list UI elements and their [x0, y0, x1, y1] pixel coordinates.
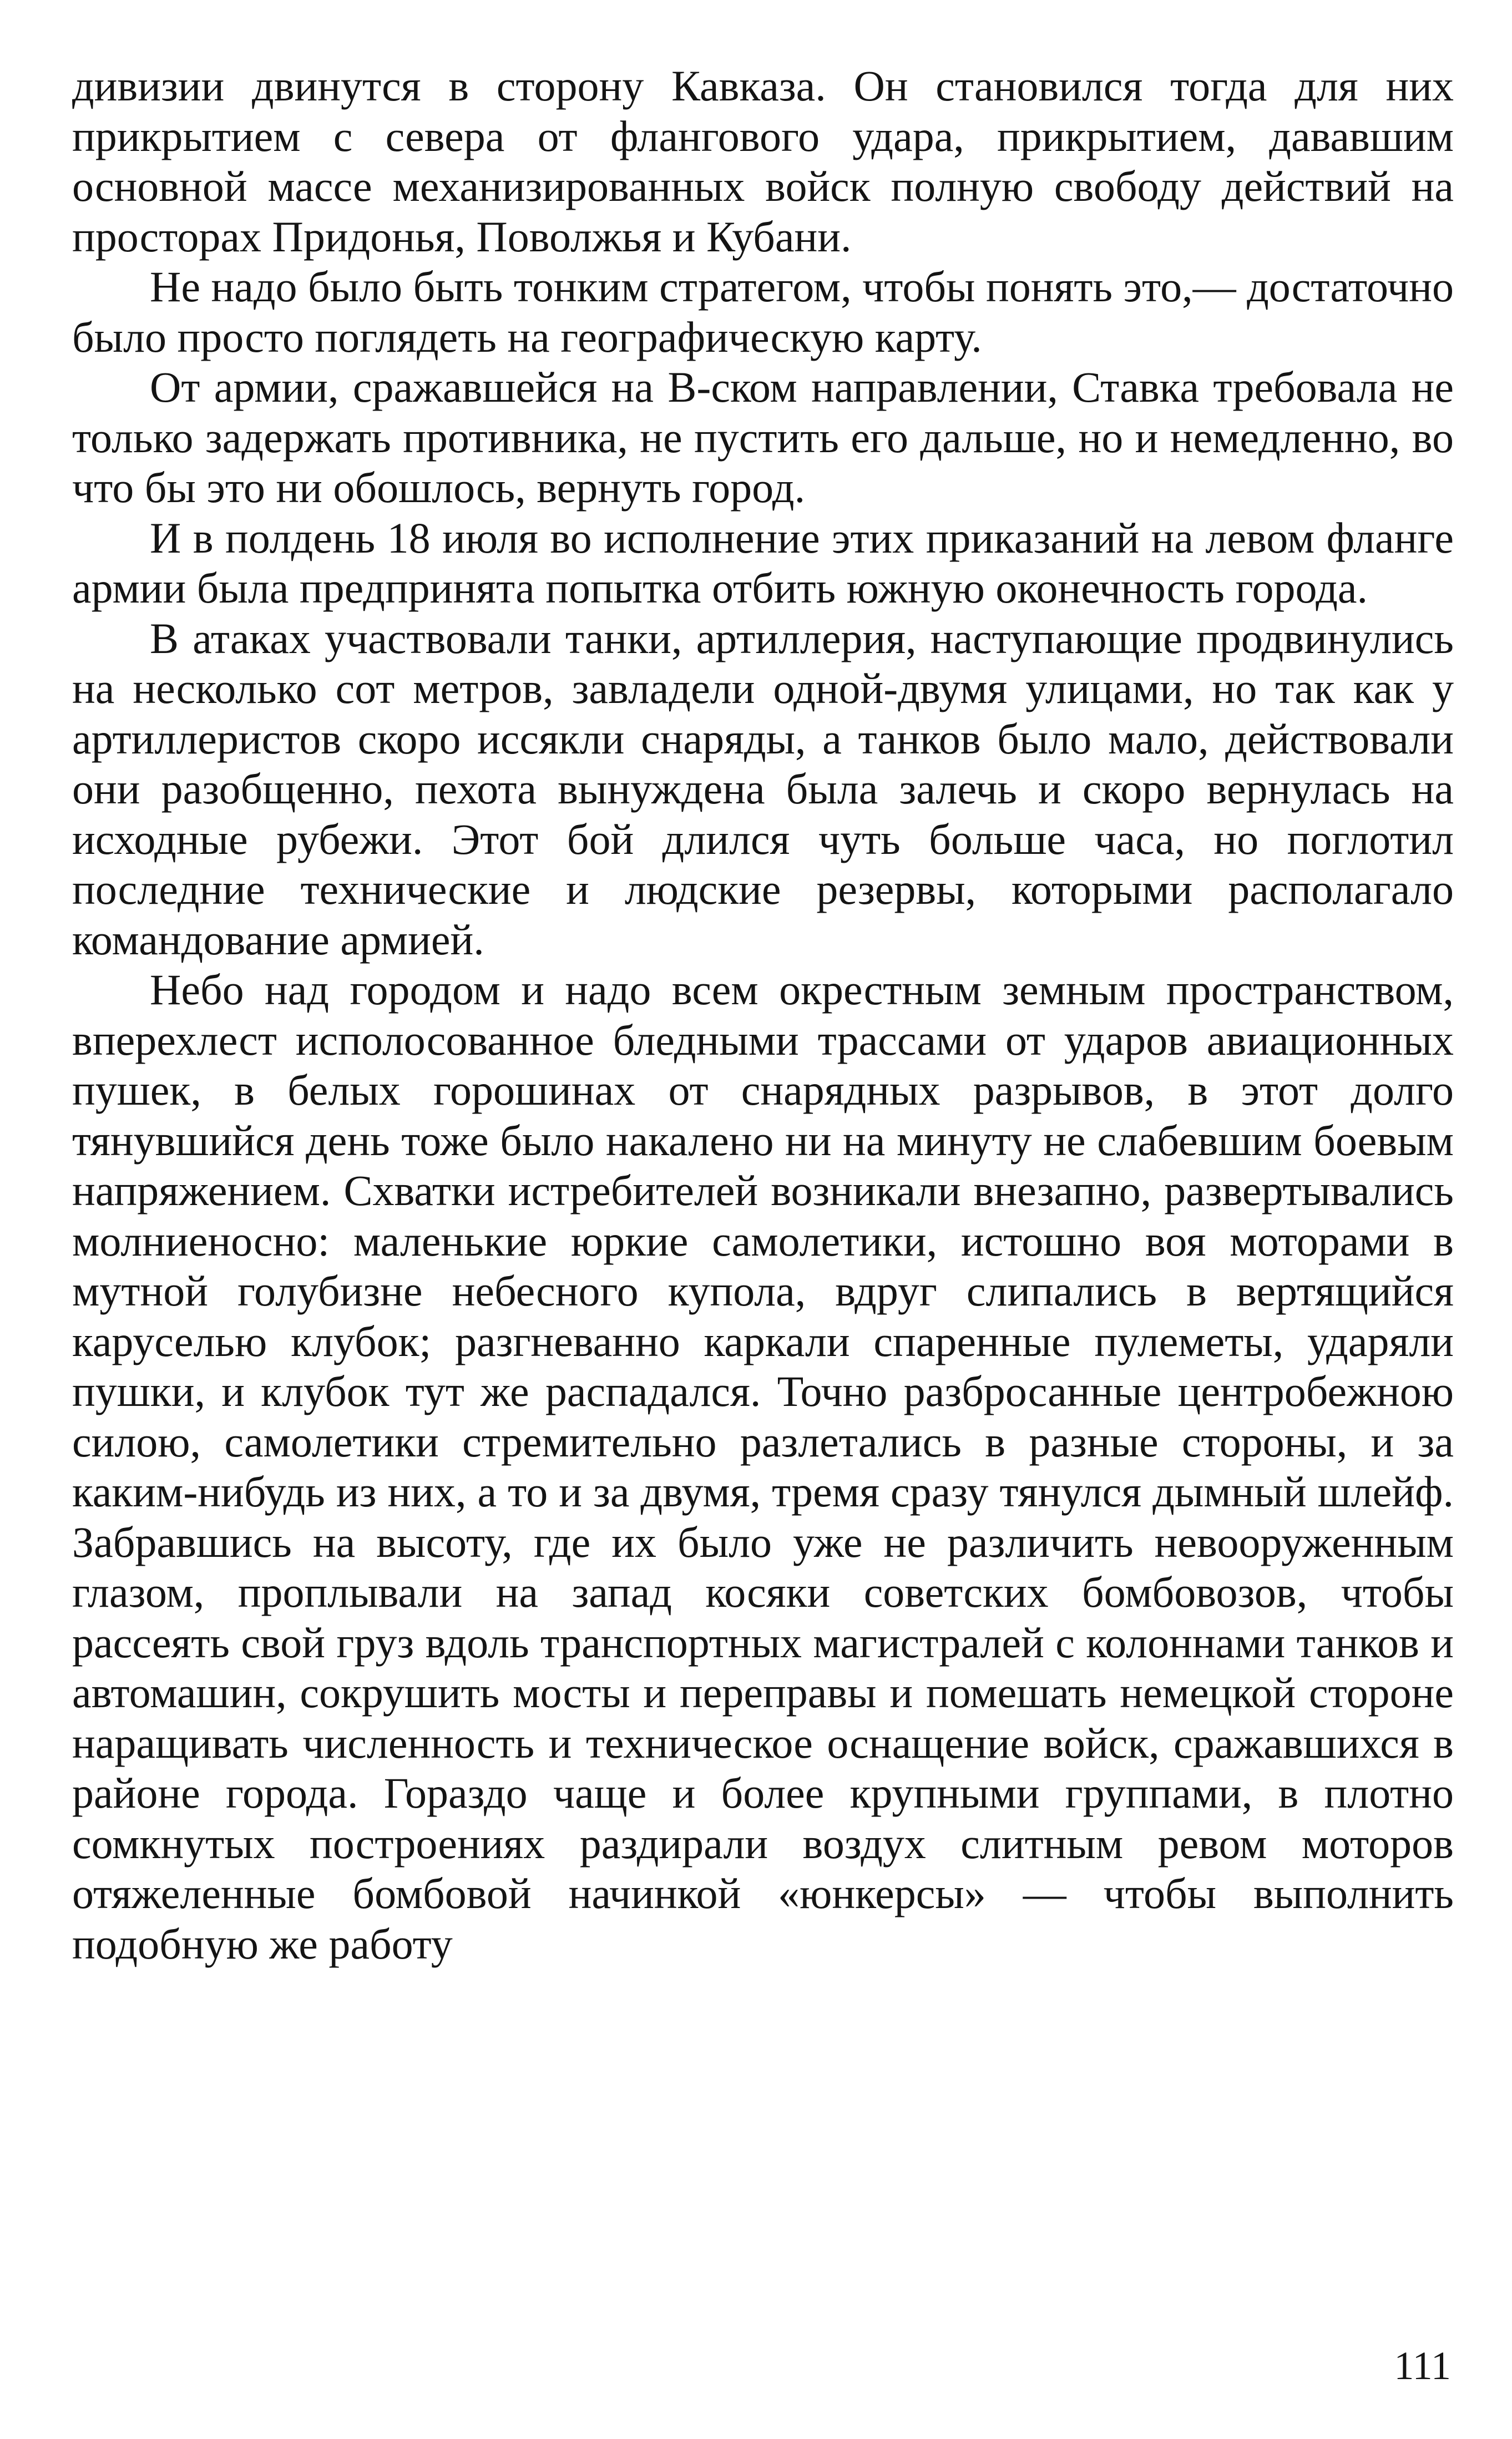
paragraph: Не надо было быть тонким стратегом, чтобы понять это,— достаточно было просто поглядеть на географическую карту. [72, 262, 1454, 361]
paragraph: Небо над городом и надо всем окрестным земным пространством, вперехлест исполосованное бледными трассами от ударов авиационных пушек, в белых горошинах от снарядных разрывов, в этот долго тянувшийся день тоже было накалено ни на минуту не слабевшим боевым напряжением. Схватки истребителей возникали внезапно, развертывались молниеносно: маленькие юркие самолетики, истошно воя моторами в мутной голубизне небесного купола, вдруг слипались в вертящийся каруселью клубок; разгневанно каркали спаренные пулеметы, ударяли пушки, и клубок тут же распадался. Точно разбросанные центробежною силою, самолетики стремительно разлетались в разные стороны, и за каким-нибудь из них, а то и за двумя, тремя сразу тянулся дымный шлейф. Забравшись на высоту, где их было уже не различить невооруженным глазом, проплывали на запад косяки советских бомбовозов, чтобы рассеять свой груз вдоль транспортных магистралей с колоннами танков и автомашин, сокрушить мосты и переправы и помешать немецкой стороне наращивать численность и техническое оснащение войск, сражавшихся в районе города. Гораздо чаще и более крупными группами, в плотно сомкнутых построениях раздирали воздух слитным ревом моторов отяжеленные бомбовой начинкой «юнкерсы» — чтобы выполнить подобную же работу [72, 965, 1454, 1968]
paragraph-continuation: дивизии двинутся в сторону Кавказа. Он становился тогда для них прикрытием с севера от флангового удара, прикрытием, дававшим основной массе механизированных войск полную свободу действий на просторах Придонья, Поволжья и Кубани. [72, 62, 1454, 261]
page-number: 111 [1394, 2344, 1451, 2388]
paragraph: От армии, сражавшейся на В-ском направлении, Ставка требовала не только задержать противника, не пустить его дальше, но и немедленно, во что бы это ни обошлось, вернуть город. [72, 363, 1454, 512]
page-body [72, 61, 1454, 2380]
paragraph: В атаках участвовали танки, артиллерия, наступающие продвинулись на несколько сот метров, завладели одной-двумя улицами, но так как у артиллеристов скоро иссякли снаряды, а танков было мало, действовали они разобщенно, пехота вынуждена была залечь и скоро вернулась на исходные рубежи. Этот бой длился чуть больше часа, но поглотил последние технические и людские резервы, которыми располагало командование армией. [72, 614, 1454, 964]
paragraph: И в полдень 18 июля во исполнение этих приказаний на левом фланге армии была предпринята попытка отбить южную оконечность города. [72, 513, 1454, 612]
